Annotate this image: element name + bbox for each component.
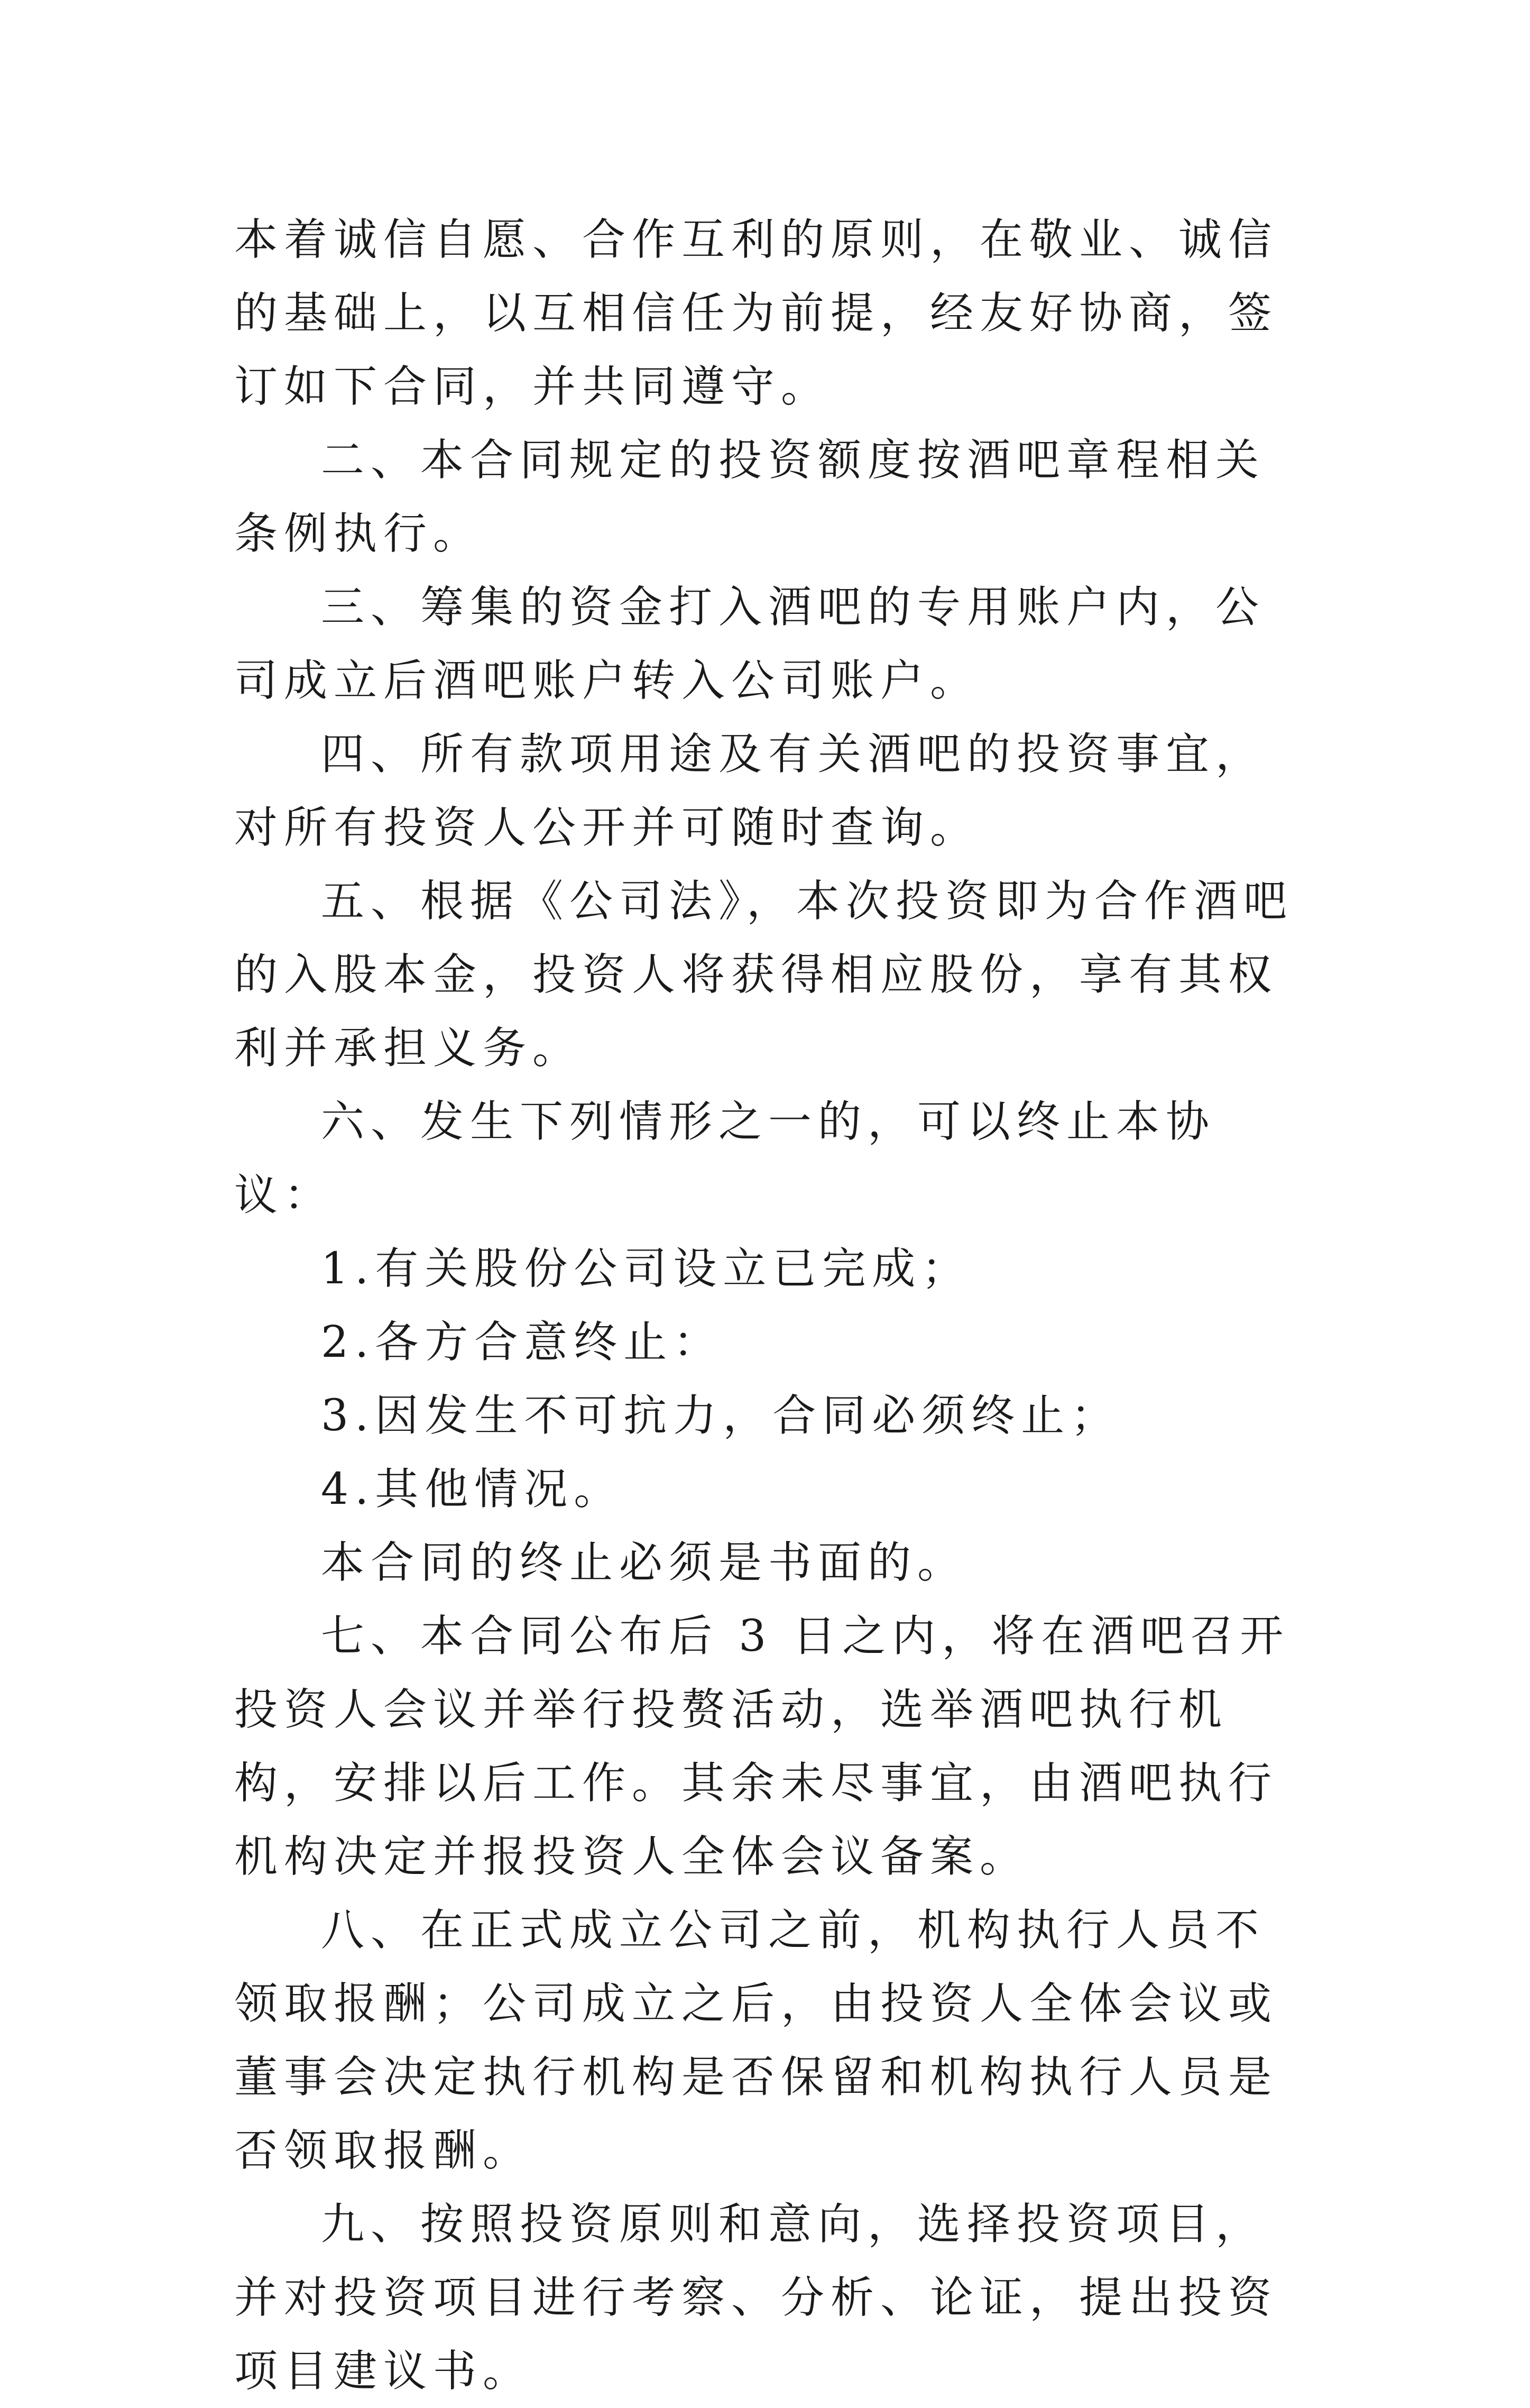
list-item-4: 4.其他情况。 bbox=[321, 1464, 624, 1514]
list-item-1: 1.有关股份公司设立已完成； bbox=[321, 1244, 972, 1294]
paragraph-clause-6: 六、发生下列情形之一的，可以终止本协议： bbox=[234, 1097, 1216, 1220]
paragraph-clause-9: 九、按照投资原则和意向，选择投资项目，并对投资项目进行考察、分析、论证，提出投资项目建议书。 bbox=[234, 2199, 1278, 2396]
paragraph-clause-3: 三、筹集的资金打入酒吧的专用账户内，公司成立后酒吧账户转入公司账户。 bbox=[234, 582, 1266, 706]
paragraph-clause-7: 七、本合同公布后 3 日之内，将在酒吧召开投资人会议并举行投赘活动，选举酒吧执行机构，安排以后工作。其余未尽事宜，由酒吧执行机构决定并报投资人全体会议备案。 bbox=[234, 1611, 1290, 1882]
paragraph-clause-4: 四、所有款项用途及有关酒吧的投资事宜，对所有投资人公开并可随时查询。 bbox=[234, 729, 1266, 853]
paragraph-clause-8: 八、在正式成立公司之前，机构执行人员不领取报酬；公司成立之后，由投资人全体会议或董事会决定执行机构是否保留和机构执行人员是否领取报酬。 bbox=[234, 1905, 1278, 2176]
list-item-2: 2.各方合意终止： bbox=[321, 1317, 723, 1367]
list-item-3: 3.因发生不可抗力，合同必须终止； bbox=[321, 1391, 1121, 1441]
paragraph-clause-2: 二、本合同规定的投资额度按酒吧章程相关条例执行。 bbox=[234, 435, 1266, 559]
paragraph-clause-5: 五、根据《公司法》，本次投资即为合作酒吧的入股本金，投资人将获得相应股份，享有其权利并承担义务。 bbox=[234, 876, 1294, 1073]
paragraph-preamble: 本着诚信自愿、合作互利的原则，在敬业、诚信的基础上，以互相信任为前提，经友好协商，签订如下合同，并共同遵守。 bbox=[234, 215, 1278, 412]
paragraph-termination-note: 本合同的终止必须是书面的。 bbox=[321, 1538, 967, 1588]
document-body bbox=[234, 203, 1307, 2408]
